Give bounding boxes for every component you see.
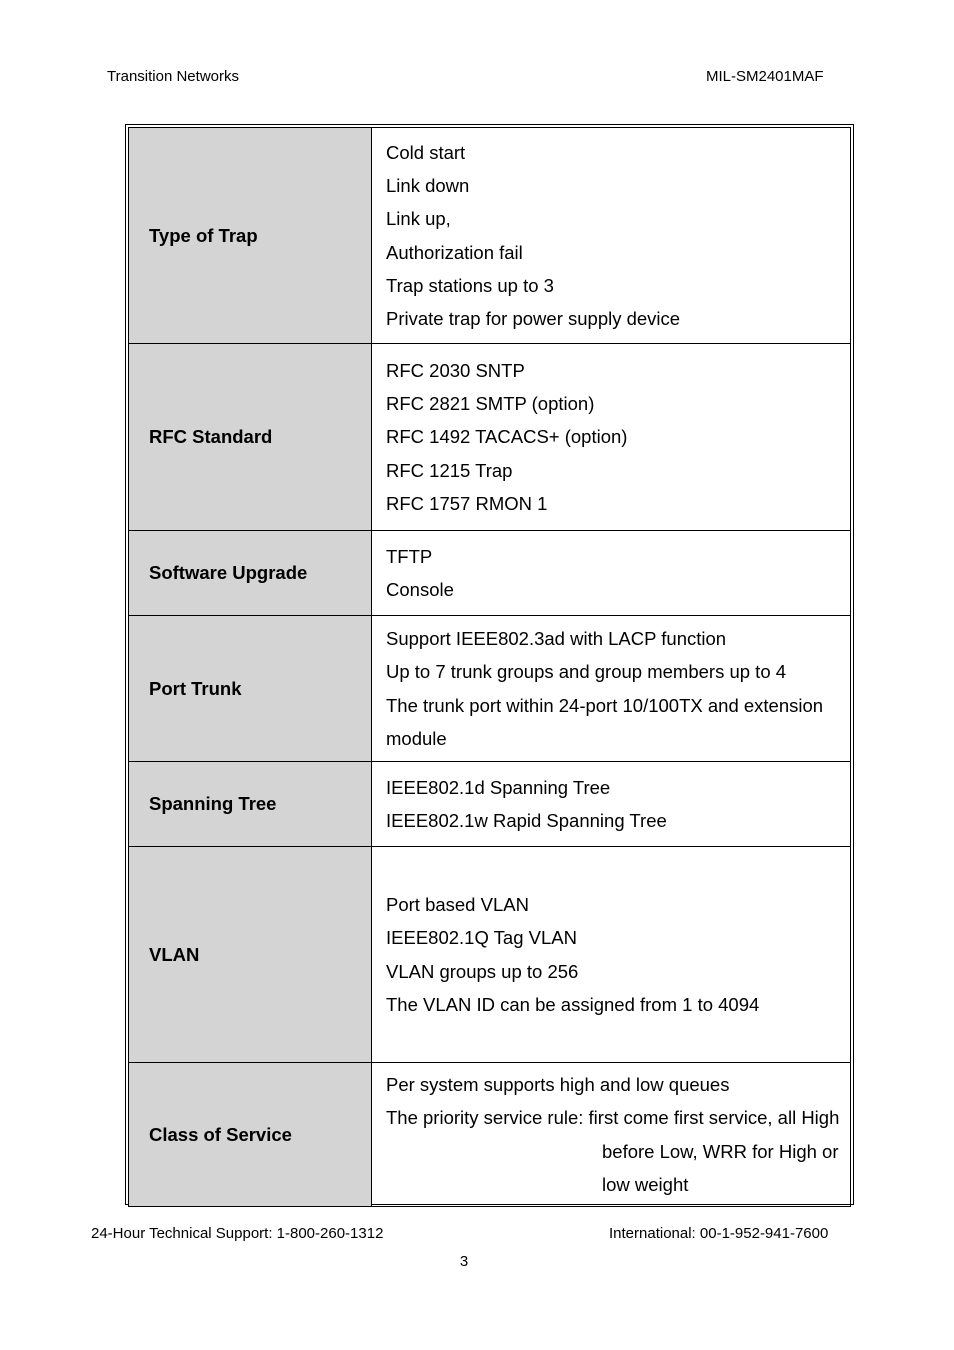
row-value (372, 762, 851, 847)
table-row (129, 344, 851, 531)
row-label: Type of Trap (129, 128, 372, 344)
table-row (129, 847, 851, 1063)
row-value (372, 847, 851, 1063)
value-line: before Low, WRR for High or (602, 1140, 839, 1162)
table-row (129, 128, 851, 344)
value-line: TFTP (386, 545, 433, 567)
row-label: Spanning Tree (129, 762, 372, 847)
value-line: RFC 1492 TACACS+ (option) (386, 426, 628, 448)
value-line: RFC 2030 SNTP (386, 359, 525, 381)
footer-international: International: 00-1-952-941-7600 (609, 1225, 829, 1242)
value-line: The priority service rule: first come first service, all High (386, 1107, 840, 1129)
value-line: Cold start (386, 141, 466, 163)
spec-table (128, 127, 851, 1207)
value-line: Port based VLAN (386, 893, 529, 915)
value-line: IEEE802.1Q Tag VLAN (386, 927, 577, 949)
row-label: RFC Standard (129, 344, 372, 531)
value-line: RFC 1215 Trap (386, 459, 513, 481)
value-line: The VLAN ID can be assigned from 1 to 4094 (386, 993, 760, 1015)
table-row (129, 616, 851, 762)
table-row (129, 762, 851, 847)
value-line: RFC 1757 RMON 1 (386, 492, 548, 514)
row-value (372, 344, 851, 531)
value-line: IEEE802.1d Spanning Tree (386, 776, 611, 798)
value-line: VLAN groups up to 256 (386, 960, 579, 982)
footer-support: 24-Hour Technical Support: 1-800-260-1312 (91, 1225, 384, 1242)
value-line: low weight (602, 1173, 689, 1195)
value-line: IEEE802.1w Rapid Spanning Tree (386, 810, 667, 831)
table-row (129, 531, 851, 616)
spec-table-frame (125, 124, 854, 1205)
page-number: 3 (459, 1253, 469, 1270)
value-line: Per system supports high and low queues (386, 1073, 730, 1095)
row-label: Software Upgrade (129, 531, 372, 616)
value-line: Console (386, 579, 454, 600)
value-line: Link up, (386, 208, 451, 230)
row-value (372, 1063, 851, 1207)
row-label: VLAN (129, 847, 372, 1063)
value-line: Up to 7 trunk groups and group members up to 4 (386, 661, 787, 683)
value-line: Private trap for power supply device (386, 308, 681, 330)
row-label: Port Trunk (129, 616, 372, 762)
table-row (129, 1063, 851, 1207)
row-value (372, 531, 851, 616)
value-line: module (386, 727, 447, 749)
header-model: MIL-SM2401MAF (706, 68, 824, 85)
header-company: Transition Networks (107, 68, 239, 85)
value-line: Authorization fail (386, 241, 523, 263)
row-label: Class of Service (129, 1063, 372, 1207)
value-line: The trunk port within 24-port 10/100TX and extension (386, 694, 824, 716)
value-line: Support IEEE802.3ad with LACP function (386, 627, 727, 649)
row-value (372, 128, 851, 344)
value-line: Trap stations up to 3 (386, 274, 554, 296)
row-value (372, 616, 851, 762)
value-line: Link down (386, 174, 470, 196)
value-line: RFC 2821 SMTP (option) (386, 393, 595, 415)
